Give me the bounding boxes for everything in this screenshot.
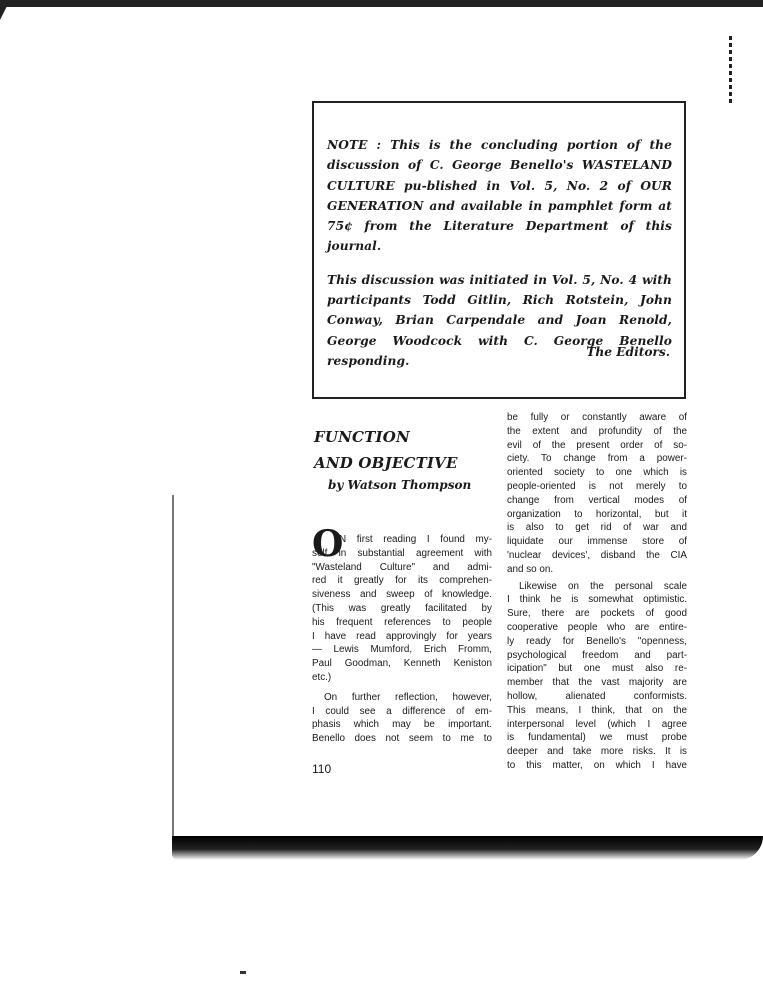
text-line: phasis which may be important. [312, 719, 492, 731]
note-paragraph-1: NOTE : This is the concluding portion of the discussion of C. George Benello's WASTELAND CULTURE pu-blished in Vol. 5, No. 2 of OUR GENERATION and available in pamphlet form at 75¢ from the Literature Department of this journal. [327, 138, 672, 254]
page-left-edge [172, 495, 174, 840]
text-line: On further reflection, however, [324, 691, 492, 703]
text-line: people-oriented is not merely to [507, 480, 687, 492]
text-line: interpersonal level (which I agree [507, 718, 687, 730]
text-line: 'nuclear devices', disband the CIA [507, 549, 687, 561]
scan-top-rule [0, 0, 763, 7]
text-line: Likewise on the personal scale [519, 580, 687, 592]
text-line: is fundamental) we must probe [507, 732, 687, 744]
text-line: Benello does not seem to me to [312, 733, 492, 745]
text-line: Paul Goodman, Kenneth Keniston [312, 658, 492, 670]
article-column-right [507, 411, 687, 773]
drop-cap: O [312, 523, 344, 565]
text-line: to this matter, on which I have [507, 759, 687, 771]
note-signature: The Editors. [586, 345, 670, 359]
scan-binding-mark [729, 36, 732, 106]
text-line: cooperative people who are entire- [507, 621, 687, 633]
text-line: — Lewis Mumford, Erich Fromm, [312, 644, 492, 656]
scan-corner-mark [0, 6, 7, 20]
text-line: psychological freedom and part- [507, 649, 687, 661]
page-number: 110 [312, 762, 332, 776]
page-bottom-shadow [172, 836, 763, 860]
text-line: hollow, alienated conformists. [507, 690, 687, 702]
text-line: etc.) [312, 671, 332, 683]
text-line: ly ready for Benello's "openness, [507, 635, 687, 647]
scan-speck [240, 971, 246, 974]
text-line: I think he is somewhat optimistic. [507, 594, 687, 606]
text-line: icipation" but one must also re- [507, 663, 687, 675]
text-line: "Wasteland Culture" and admi- [312, 561, 492, 573]
text-line: deeper and take more risks. It is [507, 746, 687, 758]
text-line: self in substantial agreement with [312, 547, 492, 559]
text-line: N first reading I found my- [339, 534, 492, 545]
text-line: siveness and sweep of knowledge. [312, 589, 492, 601]
text-line: organization to horizontal, but it [507, 508, 687, 520]
text-line: I could see a difference of em- [312, 705, 492, 717]
article-title-line-2: AND OBJECTIVE [314, 454, 458, 472]
article-byline: by Watson Thompson [328, 478, 472, 492]
text-line: Sure, there are pockets of good [507, 608, 687, 620]
article-title-line-1: FUNCTION [314, 428, 410, 446]
text-line: his frequent references to people [312, 616, 492, 628]
text-line: ciety. To change from a power- [507, 453, 687, 465]
text-line: (This was greatly facilitated by [312, 602, 492, 614]
text-line: the extent and profundity of the [507, 425, 687, 437]
text-line: oriented society to one which is [507, 467, 687, 479]
article-column-left [312, 523, 492, 746]
text-line: be fully or constantly aware of [507, 412, 687, 423]
text-line: red it greatly for its comprehen- [312, 575, 492, 587]
text-line: and so on. [507, 563, 554, 575]
text-line: evil of the present order of so- [507, 439, 687, 451]
text-line: I have read approvingly for years [312, 630, 492, 642]
text-line: liquidate our immense store of [507, 536, 687, 548]
text-line: change from vertical modes of [507, 494, 687, 506]
editor-note-box [312, 101, 686, 399]
note-paragraph-2: This discussion was initiated in Vol. 5, No. 4 with participants Todd Gitlin, Rich Rotstein, John Conway, Brian Carpendale and Joan Renold, George Woodcock with C. George Benello responding. [327, 272, 672, 368]
text-line: is also to get rid of war and [507, 522, 687, 534]
text-line: member that the vast majority are [507, 677, 687, 689]
text-line: This means, I think, that on the [507, 704, 687, 716]
